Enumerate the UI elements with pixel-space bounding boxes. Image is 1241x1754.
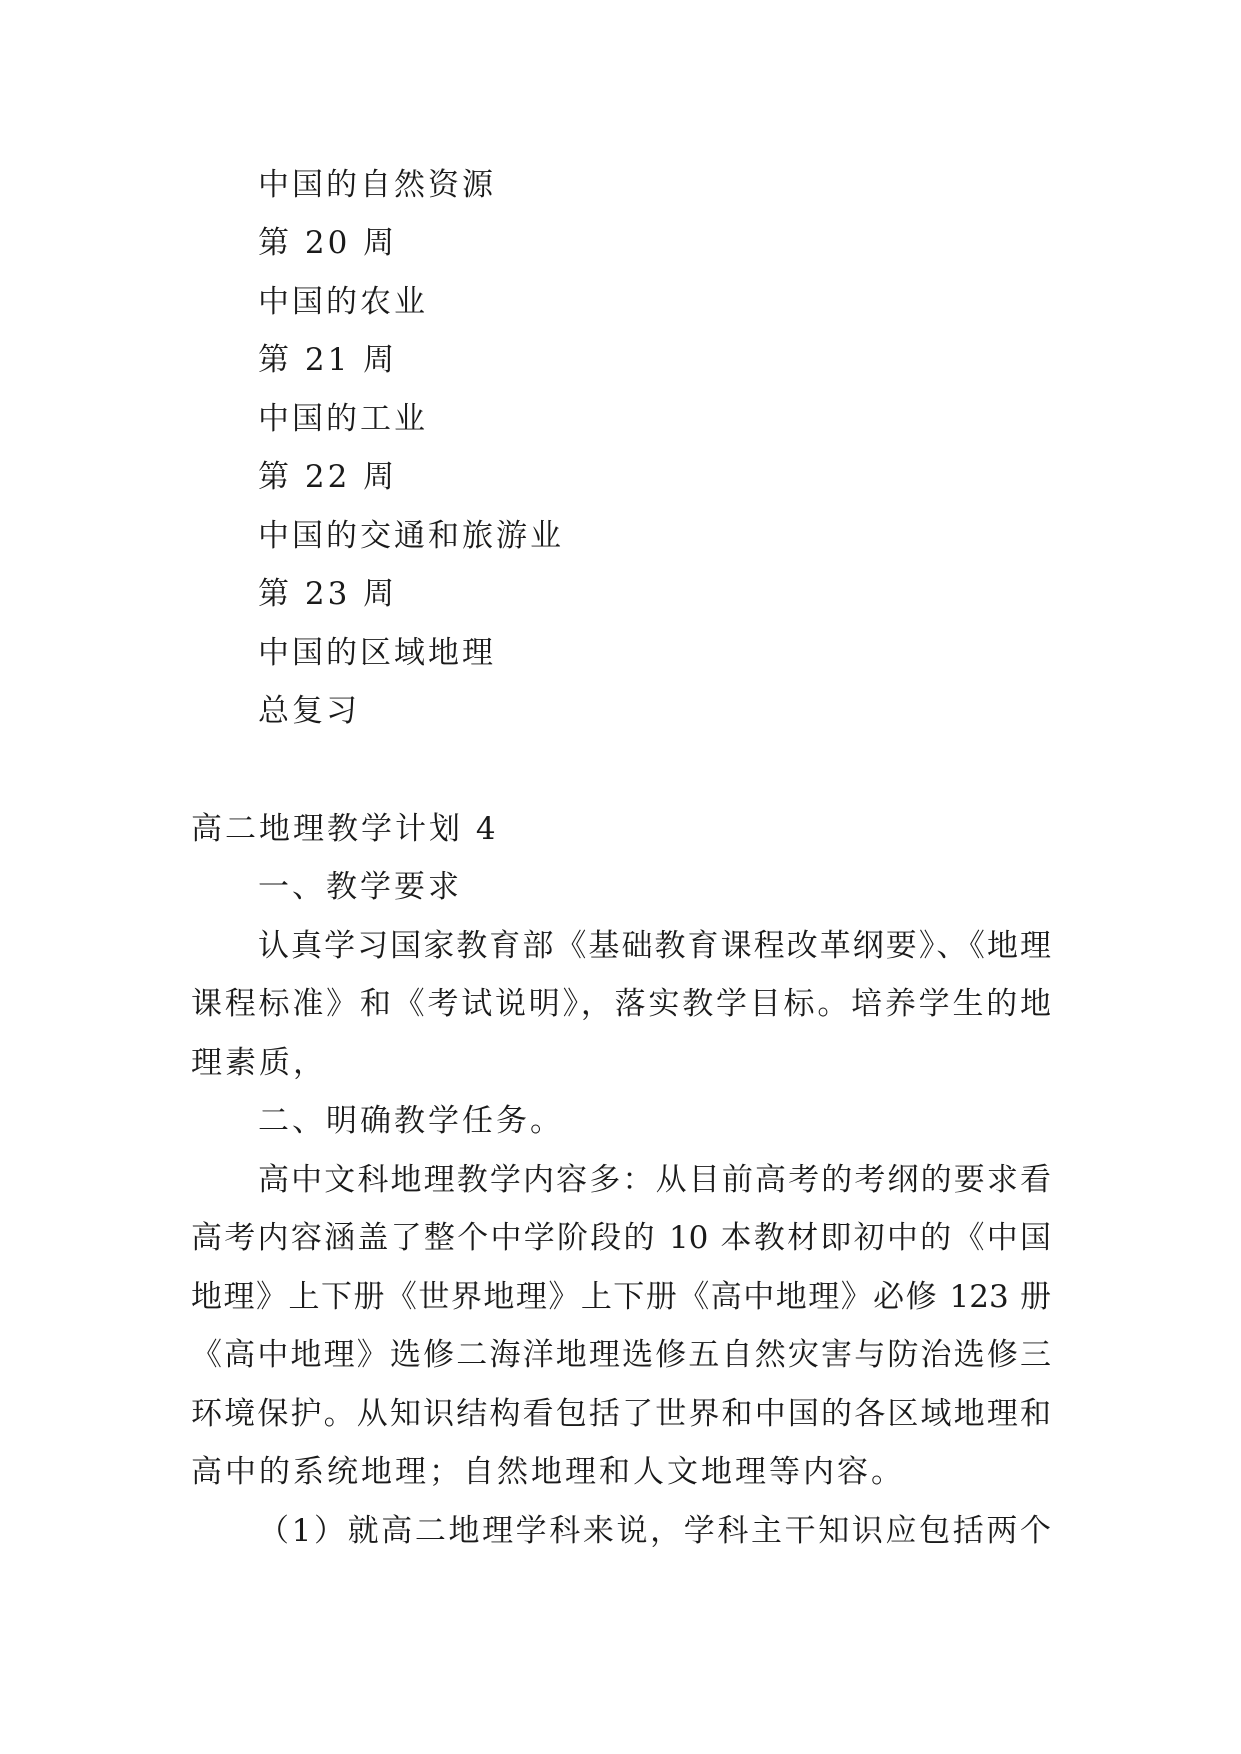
schedule-week: 第 23 周	[258, 576, 398, 612]
schedule-week: 第 22 周	[258, 459, 398, 495]
paragraph-line: 理素质，	[191, 1045, 327, 1081]
schedule-item: 中国的农业	[258, 284, 428, 320]
paragraph-line: 课程标准》和《考试说明》，落实教学目标。培养学生的地	[191, 986, 1051, 1022]
schedule-item: 中国的工业	[258, 401, 428, 437]
schedule-item: 中国的交通和旅游业	[258, 518, 564, 554]
paragraph-line: 高中文科地理教学内容多：从目前高考的考纲的要求看	[258, 1162, 1051, 1198]
section-title: 高二地理教学计划 4	[191, 811, 499, 847]
paragraph-line: 高考内容涵盖了整个中学阶段的 10 本教材即初中的《中国	[191, 1220, 1051, 1256]
section-heading: 一、教学要求	[258, 869, 462, 905]
schedule-item: 中国的区域地理	[258, 635, 496, 671]
schedule-item: 中国的自然资源	[258, 167, 496, 203]
paragraph-line: 《高中地理》选修二海洋地理选修五自然灾害与防治选修三	[191, 1337, 1051, 1373]
schedule-week: 第 21 周	[258, 342, 398, 378]
paragraph-line: （1）就高二地理学科来说，学科主干知识应包括两个	[258, 1513, 1051, 1549]
section-heading: 二、明确教学任务。	[258, 1103, 564, 1139]
schedule-week: 第 20 周	[258, 225, 398, 261]
paragraph-line: 地理》上下册《世界地理》上下册《高中地理》必修 123 册	[191, 1279, 1051, 1315]
paragraph-line: 高中的系统地理；自然地理和人文地理等内容。	[191, 1454, 905, 1490]
paragraph-line: 认真学习国家教育部《基础教育课程改革纲要》、《地理	[258, 928, 1051, 964]
paragraph-line: 环境保护。从知识结构看包括了世界和中国的各区域地理和	[191, 1396, 1051, 1432]
schedule-item: 总复习	[258, 693, 360, 729]
